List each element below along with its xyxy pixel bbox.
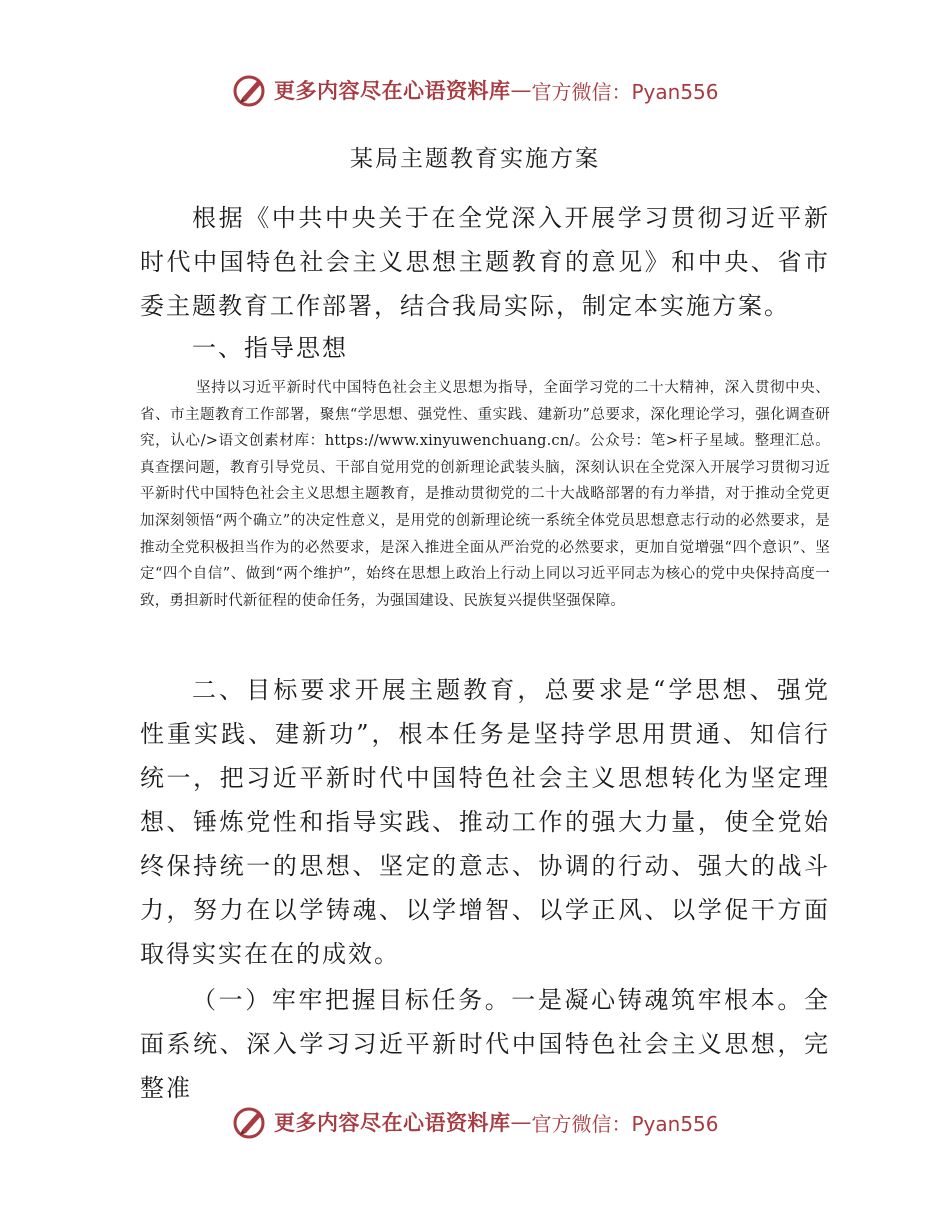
banner-wechat: 官方微信：Pyan556 <box>531 1111 719 1136</box>
banner-separator: — <box>510 78 532 102</box>
banner-text: 更多内容尽在心语资料库 <box>274 1111 511 1135</box>
banner-wechat: 官方微信：Pyan556 <box>531 79 719 104</box>
section-1-heading: 一、指导思想 <box>192 334 348 362</box>
header-banner <box>232 70 719 110</box>
footer-banner <box>232 1102 719 1142</box>
section-1-body: 坚持以习近平新时代中国特色社会主义思想为指导，全面学习党的二十大精神，深入贯彻中央、省、市主题教育工作部署，聚焦“学思想、强党性、重实践、建新功”总要求，深化理论学习，强化调查研究，认心/>语文创素材库：https://www.xinyuwenchuang.cn/。公众号：笔>杆子星域。整理汇总。真查摆问题，教育引导党员、干部自觉用党的创新理论武装头脑，深刻认识在全党深入开展学习贯彻习近平新时代中国特色社会主义思想主题教育，是推动贯彻党的二十大战略部署的有力举措，对于推动全党更加深刻领悟“两个确立”的决定性意义，是用党的创新理论统一系统全体党员思想意志行动的必然要求，是推动全党积极担当作为的必然要求，是深入推进全面从严治党的必然要求，更加自觉增强“四个意识”、坚定“四个自信”、做到“两个维护”，始终在思想上政治上行动上同以习近平同志为核心的党中央保持高度一致，勇担新时代新征程的使命任务，为强国建设、民族复兴提供坚强保障。 <box>140 380 830 609</box>
pen-logo-icon <box>232 72 268 108</box>
pen-logo-icon <box>232 1104 268 1140</box>
banner-separator: — <box>510 1110 532 1134</box>
document-title: 某局主题教育实施方案 <box>350 146 600 172</box>
banner-text: 更多内容尽在心语资料库 <box>274 79 511 103</box>
section-2-paragraph: 二、目标要求开展主题教育，总要求是“学思想、强党性重实践、建新功”，根本任务是坚持学思用贯通、知信行统一，把习近平新时代中国特色社会主义思想转化为坚定理想、锤炼党性和指导实践、推动工作的强大力量，使全党始终保持统一的思想、坚定的意志、协调的行动、强大的战斗力，努力在以学铸魂、以学增智、以学正风、以学促干方面取得实实在在的成效。 <box>140 676 830 968</box>
intro-paragraph: 根据《中共中央关于在全党深入开展学习贯彻习近平新时代中国特色社会主义思想主题教育的意见》和中央、省市委主题教育工作部署，结合我局实际，制定本实施方案。 <box>140 204 830 320</box>
section-2-sub-1: （一）牢牢把握目标任务。一是凝心铸魂筑牢根本。全面系统、深入学习习近平新时代中国特色社会主义思想，完整准 <box>140 986 830 1102</box>
